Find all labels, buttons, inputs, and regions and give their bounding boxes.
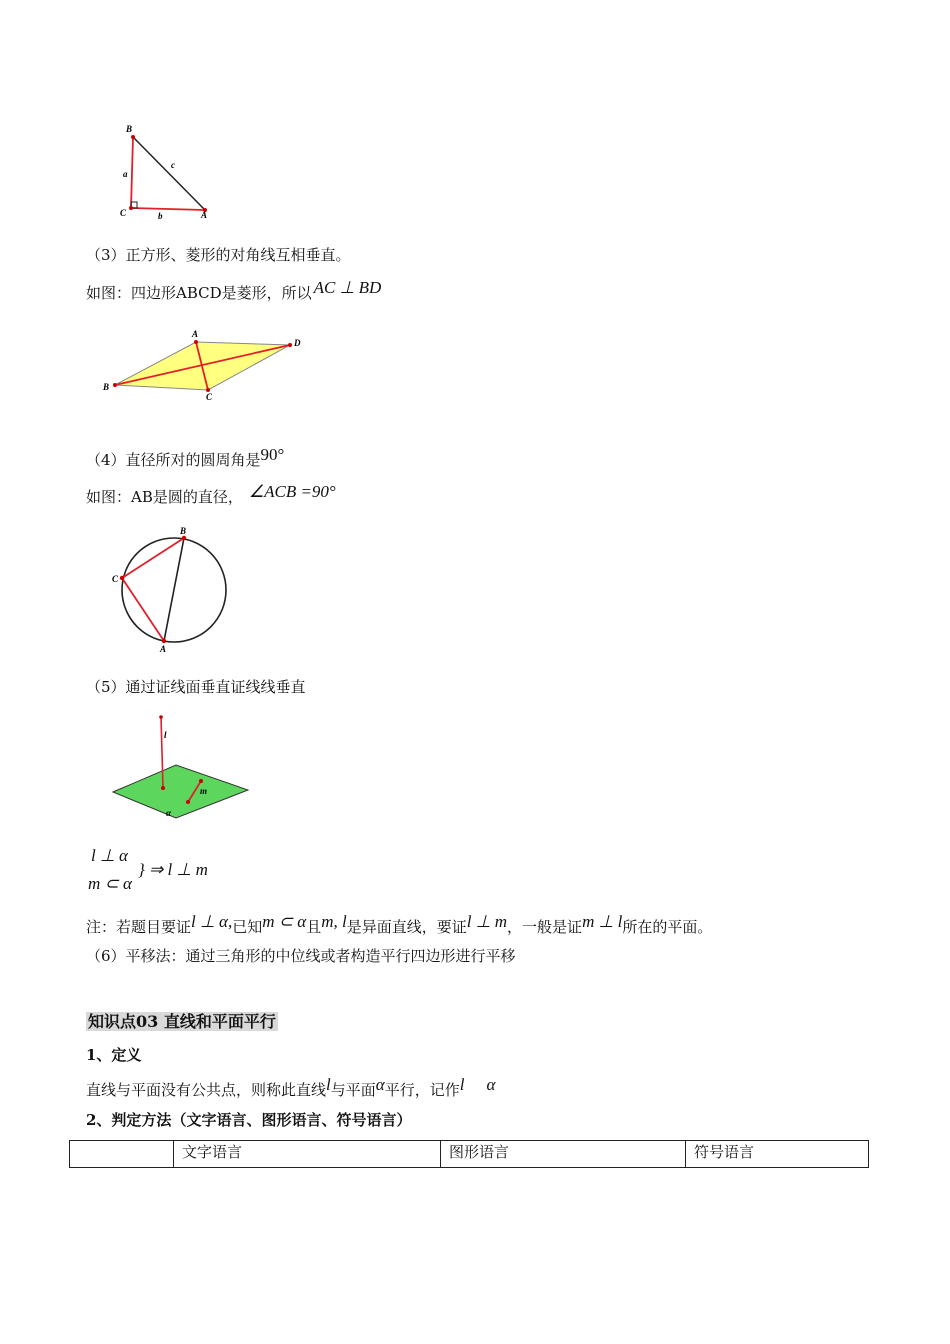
note-p4: 是异面直线，要证 (346, 918, 467, 936)
note-p6: 所在的平面。 (622, 918, 713, 936)
item3-example (86, 278, 382, 303)
rhombus-figure (100, 328, 310, 403)
note-m5: m ⊥ l (582, 912, 623, 931)
note-p2: 已知 (232, 918, 263, 936)
label-B: B (180, 526, 187, 536)
system-line1: l ⊥ α (91, 846, 128, 865)
label-C: C (120, 208, 127, 218)
item4-text-main: （4）直径所对的圆周角是 (86, 451, 261, 469)
label-A: A (201, 210, 208, 220)
label-C: C (112, 574, 119, 584)
side-a (131, 137, 133, 208)
item4-example-prefix: 如图：AB是圆的直径， (86, 488, 243, 506)
plane-alpha (113, 765, 248, 818)
label-l: l (164, 730, 167, 740)
note-p3: 且 (306, 918, 322, 936)
item4-example (86, 482, 336, 507)
item6-text: （6）平移法：通过三角形的中位线或者构造平行四边形进行平移 (86, 947, 516, 965)
section-heading-text: 知识点03 直线和平面平行 (88, 1012, 276, 1031)
note-p1: 注：若题目要证 (86, 918, 192, 936)
label-a: a (123, 169, 128, 179)
side-b (131, 208, 205, 210)
item4-angle: 90° (260, 445, 285, 464)
right-triangle-figure (110, 120, 230, 225)
section-heading (86, 1011, 278, 1033)
note-m4: l ⊥ m (466, 912, 508, 931)
criteria-table (69, 1140, 869, 1168)
note-m2: m ⊂ α (262, 912, 307, 931)
def-m4: α (486, 1075, 496, 1094)
label-A: A (160, 644, 167, 654)
label-alpha: α (166, 808, 171, 818)
label-D: D (294, 338, 301, 348)
note-m3: m, l (321, 912, 347, 931)
system-line2: m ⊂ α (88, 874, 132, 893)
table-header-row (70, 1141, 869, 1168)
table-header-figure-language: 图形语言 (441, 1141, 686, 1168)
def-m2: α (375, 1075, 385, 1094)
circle-figure (108, 524, 233, 654)
note-line (86, 912, 713, 937)
line-plane-figure (108, 710, 258, 825)
item4-text (86, 445, 285, 470)
def-m3: l (459, 1075, 465, 1094)
table-header-text-language: 文字语言 (174, 1141, 441, 1168)
label-c: c (171, 160, 175, 170)
def-p3: 平行，记作 (384, 1081, 460, 1099)
subheading-criteria: 2、判定方法（文字语言、图形语言、符号语言） (86, 1111, 412, 1129)
label-m: m (200, 786, 208, 796)
item3-text: （3）正方形、菱形的对角线互相垂直。 (86, 246, 351, 264)
side-c (133, 137, 205, 210)
note-m1: l ⊥ α, (191, 912, 233, 931)
chord-CB (122, 538, 184, 578)
item5-text: （5）通过证线面垂直证线线垂直 (86, 678, 306, 696)
label-b: b (158, 211, 163, 221)
label-B: B (103, 382, 110, 392)
note-p5: ，一般是证 (507, 918, 583, 936)
item3-example-prefix: 如图：四边形ABCD是菱形，所以 (86, 284, 312, 302)
label-C: C (206, 392, 213, 402)
system-conclusion: } ⇒ l ⊥ m (138, 860, 208, 879)
label-A: A (192, 329, 199, 339)
def-m1: l (326, 1075, 331, 1094)
table-header-symbol-language: 符号语言 (686, 1141, 869, 1168)
table-header-empty (70, 1141, 174, 1168)
def-p1: 直线与平面没有公共点，则称此直线 (86, 1081, 327, 1099)
item4-math: ∠ACB =90° (248, 482, 336, 501)
subheading-definition: 1、定义 (86, 1046, 142, 1064)
label-B: B (126, 124, 133, 134)
definition-line (86, 1075, 496, 1100)
def-p2: 与平面 (330, 1081, 376, 1099)
item3-math: AC ⊥ BD (313, 278, 382, 297)
diameter-AB (164, 538, 184, 641)
